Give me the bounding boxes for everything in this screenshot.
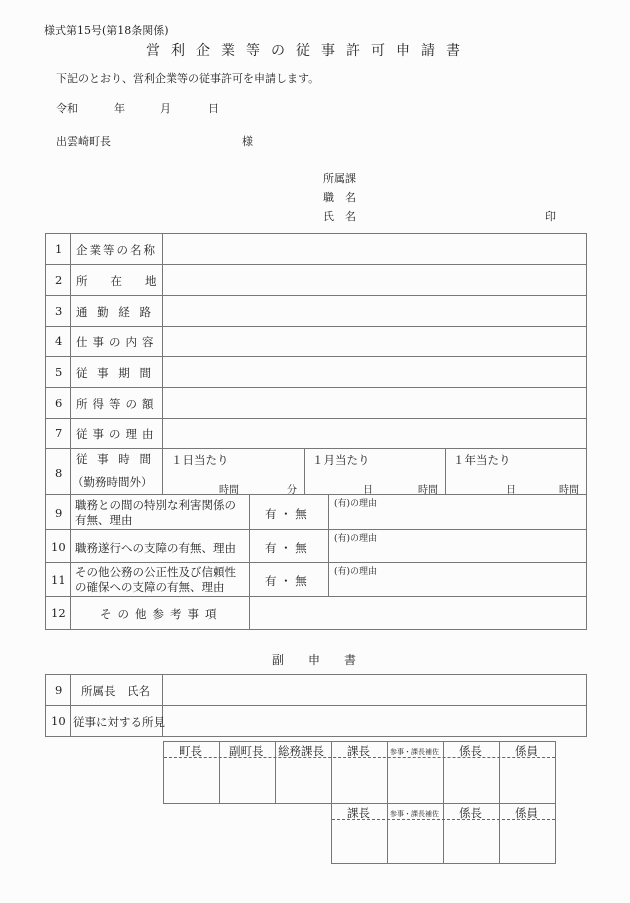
date-month-field[interactable] xyxy=(128,98,158,114)
date-day-label: 日 xyxy=(208,102,219,115)
row-number: 6 xyxy=(55,396,63,410)
row-label: 仕事の内容 xyxy=(76,335,159,349)
position-field[interactable] xyxy=(365,187,545,203)
stamp-box-staff[interactable] xyxy=(500,758,555,803)
stamp-box-subsection-chief-2[interactable] xyxy=(444,820,499,863)
row-number: 4 xyxy=(55,334,63,348)
row-label-line2: 有無、理由 xyxy=(75,513,133,527)
addressee-name: 出雲崎町長 xyxy=(56,135,111,148)
date-year-label: 年 xyxy=(114,102,125,115)
per-month-days-unit: 日 xyxy=(363,485,373,496)
yes-no-choice[interactable]: 有 ・ 無 xyxy=(265,507,307,521)
yes-no-choice[interactable]: 有 ・ 無 xyxy=(265,574,307,588)
dept-label: 所属課 xyxy=(323,172,356,185)
stamp-label-assistant-chief: 参事・課長補佐 xyxy=(390,748,439,756)
stamp-label-deputy-mayor: 副町長 xyxy=(229,744,264,758)
row-label: 従事に対する所見 xyxy=(73,715,165,729)
stamp-label-staff-2: 係員 xyxy=(515,806,538,820)
date-era: 令和 xyxy=(56,102,78,115)
date-day-field[interactable] xyxy=(174,98,204,114)
stamp-label-mayor: 町長 xyxy=(179,744,202,758)
row-label: 所 在 地 xyxy=(76,274,157,288)
per-day-field[interactable] xyxy=(163,466,303,493)
per-day-header: １日当たり xyxy=(171,453,229,467)
yes-no-choice[interactable]: 有 ・ 無 xyxy=(265,541,307,555)
job-content-field[interactable] xyxy=(163,327,585,356)
integrity-reason-field[interactable] xyxy=(329,576,585,595)
commute-route-field[interactable] xyxy=(163,296,585,326)
reason-label: (有)の理由 xyxy=(334,499,378,509)
opinion-field[interactable] xyxy=(163,706,585,736)
document-title: 営利企業等の従事許可申請書 xyxy=(146,43,471,59)
row-label: 従事の理由 xyxy=(76,427,159,441)
date-year-field[interactable] xyxy=(82,98,112,114)
row-label: 通 勤 経 路 xyxy=(76,305,154,319)
stamp-label-general-affairs-chief: 総務課長 xyxy=(278,744,324,758)
stamp-box-section-chief-2[interactable] xyxy=(332,820,387,863)
row-label-line1: その他公務の公正性及び信頼性 xyxy=(75,565,236,579)
per-year-field[interactable] xyxy=(446,466,585,493)
work-reason-field[interactable] xyxy=(163,419,585,448)
name-label: 氏 名 xyxy=(323,210,356,223)
per-month-hours-unit: 時間 xyxy=(418,485,438,496)
sub-title: 副 申 書 xyxy=(272,653,357,667)
row-number: 1 xyxy=(55,242,63,256)
conflict-reason-field[interactable] xyxy=(329,508,585,528)
seal-mark: 印 xyxy=(545,210,556,223)
intro-text: 下記のとおり、営利企業等の従事許可を申請します。 xyxy=(56,72,320,85)
income-amount-field[interactable] xyxy=(163,388,585,418)
stamp-label-section-chief: 課長 xyxy=(347,744,370,758)
per-month-field[interactable] xyxy=(305,466,444,493)
per-year-header: １年当たり xyxy=(453,453,511,467)
row-label-line1: 職務遂行への支障の有無、理由 xyxy=(75,541,236,555)
row-label: その他参考事項 xyxy=(100,607,223,621)
company-name-field[interactable] xyxy=(163,234,585,264)
row-number: 3 xyxy=(55,304,63,318)
stamp-label-subsection-chief-2: 係長 xyxy=(459,806,482,820)
row-number: 7 xyxy=(55,426,63,440)
row-number: 10 xyxy=(51,540,66,554)
work-period-field[interactable] xyxy=(163,357,585,387)
duty-impact-reason-field[interactable] xyxy=(329,543,585,561)
row-number: 12 xyxy=(51,606,66,620)
row-number: 8 xyxy=(55,466,63,480)
row-label-line2: の確保への支障の有無、理由 xyxy=(75,580,225,594)
date-month-label: 月 xyxy=(160,102,171,115)
row-number: 9 xyxy=(55,506,63,520)
row-label: 企業等の名称 xyxy=(76,243,157,257)
supervisor-name-field[interactable] xyxy=(163,675,585,705)
stamp-box-mayor[interactable] xyxy=(164,758,219,803)
row-label: 従 事 期 間 xyxy=(76,366,154,380)
name-field[interactable] xyxy=(365,206,540,222)
row-label: 所属長 氏名 xyxy=(81,684,150,698)
row-number: 11 xyxy=(51,573,66,587)
row-label-line1: 職務との間の特別な利害関係の xyxy=(75,498,236,512)
row-number: 2 xyxy=(55,273,63,287)
stamp-box-assistant-chief[interactable] xyxy=(388,758,443,803)
stamp-box-staff-2[interactable] xyxy=(500,820,555,863)
per-year-hours-unit: 時間 xyxy=(559,485,579,496)
stamp-box-assistant-chief-2[interactable] xyxy=(388,820,443,863)
row-label-line1: 従 事 時 間 xyxy=(76,452,154,466)
stamp-label-section-chief-2: 課長 xyxy=(347,806,370,820)
per-month-header: １月当たり xyxy=(312,453,370,467)
stamp-label-subsection-chief: 係長 xyxy=(459,744,482,758)
reason-label: (有)の理由 xyxy=(334,567,378,577)
row-number: 9 xyxy=(55,683,63,697)
stamp-box-section-chief[interactable] xyxy=(332,758,387,803)
per-year-days-unit: 日 xyxy=(506,485,516,496)
per-day-minutes-unit: 分 xyxy=(287,485,297,496)
location-field[interactable] xyxy=(163,265,585,295)
row-number: 5 xyxy=(55,365,63,379)
stamp-box-subsection-chief[interactable] xyxy=(444,758,499,803)
stamp-label-assistant-chief-2: 参事・課長補佐 xyxy=(390,810,439,818)
dept-field[interactable] xyxy=(365,168,545,184)
reason-label: (有)の理由 xyxy=(334,534,378,544)
form-number: 様式第15号(第18条関係) xyxy=(44,24,169,37)
addressee-honorific: 様 xyxy=(242,135,253,148)
row-label: 所得等の額 xyxy=(76,397,159,411)
per-day-hours-unit: 時間 xyxy=(219,485,239,496)
position-label: 職 名 xyxy=(323,191,356,204)
row-label-line2: （勤務時間外） xyxy=(72,475,153,489)
stamp-label-staff: 係員 xyxy=(515,744,538,758)
other-notes-field[interactable] xyxy=(250,597,585,629)
row-number: 10 xyxy=(51,714,66,728)
stamp-box-deputy-mayor[interactable] xyxy=(220,758,275,803)
stamp-box-general-affairs-chief[interactable] xyxy=(276,758,331,803)
